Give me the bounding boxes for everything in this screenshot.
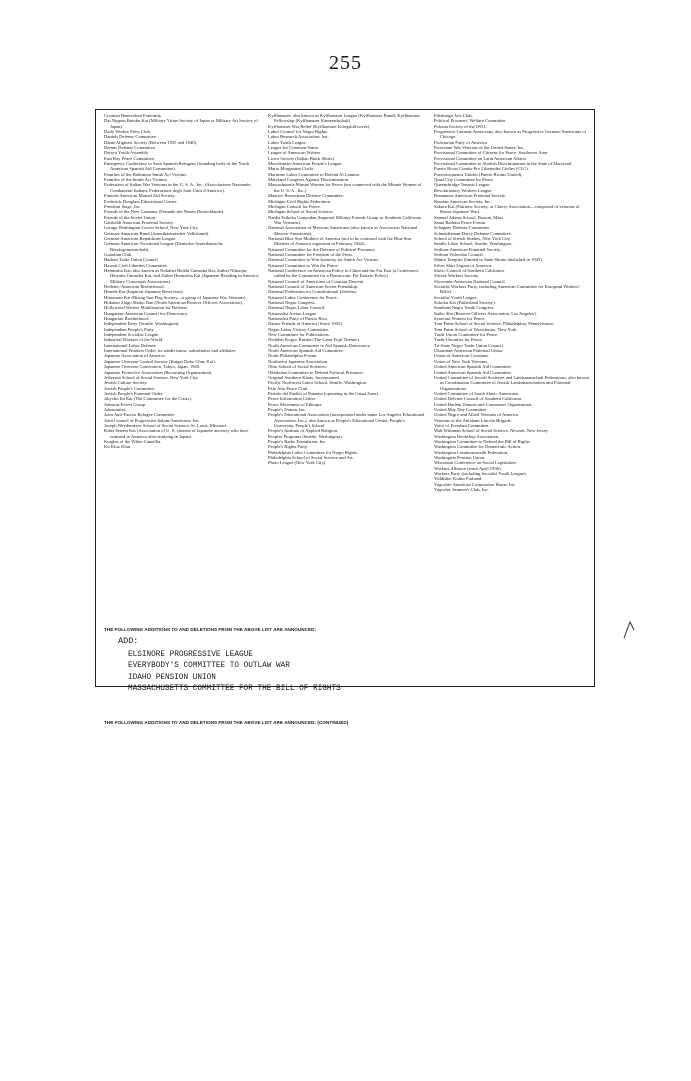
organization-entry: Peace Information Center. xyxy=(268,396,317,402)
organization-entry: Washington Pension Union. xyxy=(434,455,486,460)
organization-entry: Jewish Culture Society. xyxy=(104,380,148,386)
organization-entry: People's Institute of Applied Religion. xyxy=(268,428,339,434)
organization-entry: National Association of Mexican Americans (also known as Asociacion Nacional Mexico-Americana). xyxy=(268,225,418,236)
organization-entry: Proletarian Party of America. xyxy=(434,139,488,145)
organization-entry: National Federation for Constitutional Liberties. xyxy=(268,289,357,295)
organization-entry: Michigan Civil Rights Federation. xyxy=(268,198,332,204)
organization-entry: Oklahoma Committee to Defend Political Prisoners. xyxy=(268,369,364,375)
organization-entry: Massachusetts Minute Women for Peace (not connected with the Minute Women of the U. S. A., Inc.) xyxy=(268,182,422,193)
organization-entry: Families of the Smith Act Victims. xyxy=(104,177,168,183)
organization-entry: Negro Labor Victory Committee. xyxy=(268,326,330,332)
organization-entry: Yugoslav Seamen's Club, Inc. xyxy=(434,487,489,493)
organization-entry: Industrial Workers of the World. xyxy=(104,337,164,343)
organization-entry: Puertorriquenos Unidos (Puerto Ricans United). xyxy=(434,171,523,177)
organization-entry: Nichibei Kogyo Kaisha (The Great Fujii Theatre). xyxy=(268,337,361,343)
organization-entry: German-American Bund (Amerikadeutscher Volksbund). xyxy=(104,230,210,236)
organization-entry: Kibei Seinen Kai (Association of U. S. citizens of Japanese ancestry who have returned to America after studying in Japan). xyxy=(104,428,249,439)
organization-entry: Syracuse Women for Peace. xyxy=(434,316,486,322)
organization-entry: Guardian Club. xyxy=(104,251,133,257)
organization-entry: Croatian Benevolent Fraternity. xyxy=(104,113,163,118)
organization-entry: Macedonian-American People's League. xyxy=(268,161,343,167)
organization-entry: Schneiderman-Darcy Defense Committee. xyxy=(434,230,512,236)
organization-entry: Santa Barbara Peace Forum. xyxy=(434,219,487,225)
organization-entry: East Bay Peace Committee. xyxy=(104,155,156,161)
adds-item: MASSACHUSETTS COMMITTEE FOR THE BILL OF RIGHTS xyxy=(128,683,341,694)
organization-entry: Yugoslav-American Cooperative Home, Inc. xyxy=(434,481,517,487)
organization-entry: Dennis Defense Committee. xyxy=(104,145,156,151)
organization-entry: Ku Klux Klan. xyxy=(104,444,132,450)
organization-entry: Puerto Rican Comite Pro Libertades Civiles (CLC). xyxy=(434,166,530,172)
organization-entry: Hellenic-American Brotherhood. xyxy=(104,284,165,289)
organization-entry: Friends of the New Germany (Freunde des Neuen Deutschlands). xyxy=(104,209,225,215)
organization-entry: Japanese Association of America. xyxy=(104,353,166,359)
organization-entry: National Conference on American Policy in China and the Far East (a Conference called by the Committee for a Democratic Far Eastern Policy). xyxy=(268,267,419,279)
organization-entry: Revolutionary Workers League. xyxy=(434,187,493,193)
organization-entry: Joint Anti-Fascist Refugee Committee. xyxy=(104,412,176,418)
organization-entry: Peoples Programs (Seattle, Washington). xyxy=(268,433,343,439)
organization-entry: Hungarian Brotherhood. xyxy=(104,316,149,322)
organization-entry: Lictor Society (Italian Black Shirts). xyxy=(268,155,335,161)
organization-entry: League for Common Sense. xyxy=(268,145,320,151)
organization-entry: Maritime Labor Committee to Defend Al Lannon. xyxy=(268,171,360,177)
organization-entry: Pittsburgh Arts Club. xyxy=(434,113,473,118)
organization-entry: Washington Committee to Defend the Bill of Rights. xyxy=(434,438,531,444)
adds-label: ADD: xyxy=(118,636,139,646)
organization-entry: Sokoku Kai (Fatherland Society). xyxy=(434,300,496,306)
organization-entry: Nationalist Party of Puerto Rico. xyxy=(268,316,329,322)
organization-entry: People's Drama, Inc. xyxy=(268,406,307,412)
organization-entry: League of American Writers. xyxy=(268,150,322,156)
organization-entry: International Labor Defense. xyxy=(104,342,157,348)
organization-entry: Suiko Sha (Reserve Officers Association, Los Angeles). xyxy=(434,310,537,316)
organization-entry: Maurice Braverman Defense Committee. xyxy=(268,193,344,199)
organization-entry: Provisional Committee on Latin American Affairs. xyxy=(434,155,528,161)
organization-entry: Veterans of the Abraham Lincoln Brigade. xyxy=(434,417,512,423)
organization-entry: Emergency Conference to Save Spanish Refugees (founding body of the North American Spanish Aid Committee). xyxy=(104,161,250,172)
organization-entry: Johnsonites. xyxy=(104,406,127,412)
page-number: 255 xyxy=(329,52,362,74)
organization-entry: Original Southern Klans, Incorporated. xyxy=(268,374,340,380)
organization-entry: Slavic Council of Southern California. xyxy=(434,267,505,273)
organization-entry: Nature Friends of America (Since 1935). xyxy=(268,321,344,327)
pen-mark xyxy=(622,618,640,640)
organization-entry: United Defense Council of Southern California. xyxy=(434,396,523,402)
organization-entry: Japanese Overseas Convention, Tokyo, Japan, 1940. xyxy=(104,364,201,370)
organization-entry: Provisional Committee of Citizens for Peace, Southwest Area. xyxy=(434,150,549,156)
organization-entry: Union of New York Veterans. xyxy=(434,358,489,364)
organization-entry: Quad City Committee for Peace. xyxy=(434,177,495,183)
organization-entry: Hinode Kai (Imperial Japanese Reservists). xyxy=(104,289,184,295)
organization-entry: Hokubei Zaigo Shoko Dan (North American Reserve Officers Association). xyxy=(104,300,244,306)
organization-entry: Hawaii Civil Liberties Committee. xyxy=(104,262,168,268)
organization-entry: Hinomaru Kai (Rising Sun Flag Society—a group of Japanese War Veterans). xyxy=(104,294,247,300)
organization-entry: Washington Commonwealth Federation. xyxy=(434,449,509,455)
organization-entry: Friends of the Soviet Union. xyxy=(104,214,157,220)
organization-entry: Yiddisher Kultur Farband. xyxy=(434,476,483,482)
organization-entry: Families of the Baltimore Smith Act Victims. xyxy=(104,171,188,177)
adds-list xyxy=(128,649,341,695)
continued-header: THE FOLLOWING ADDITIONS TO AND DELETIONS FROM THE ABOVE LIST ARE ANNOUNCED: (CONTINUED) xyxy=(104,720,349,725)
organization-entry: Socialist Youth League. xyxy=(434,294,478,300)
organization-entry: Northwest Japanese Association. xyxy=(268,358,329,364)
organization-entry: North American Spanish Aid Committee. xyxy=(268,348,344,354)
organization-entry: Kyffhaeuser, also known as Kyffhaeuser League (Kyffhaeuser Bund), Kyffhaeuser Fellowship (Kyffhaeuser Kameradschaft). xyxy=(268,113,421,124)
organization-entry: United American Spanish Aid Committee. xyxy=(434,369,512,375)
organization-entry: National Committee for the Defense of Political Prisoners. xyxy=(268,246,376,252)
organization-entry: Freedom Stage, Inc. xyxy=(104,203,141,209)
organization-entry: Frederick Douglass Educational Center. xyxy=(104,198,178,204)
organization-entry: Philadelphia School of Social Science and Art. xyxy=(268,455,354,460)
organization-entry: National Council of Americans of Croatian Descent. xyxy=(268,278,365,284)
organization-entry: Workers Party (including Socialist Youth League). xyxy=(434,471,527,477)
organization-entry: Independent People's Party. xyxy=(104,326,155,332)
organization-entry: Japanese Overseas Central Society (Kaigai Dobo Chuo Kai). xyxy=(104,358,216,364)
organization-entry: Nanka Teikoku Gunyudan (Imperial Military Friends Group or Southern California War Veterans). xyxy=(268,214,422,225)
organization-entry: Wisconsin Conference on Social Legislation. xyxy=(434,460,517,466)
organization-entry: Hungarian-American Council for Democracy. xyxy=(104,310,189,316)
organization-entry: Walt Whitman School of Social Science, Newark, New Jersey. xyxy=(434,428,549,434)
organization-entry: New Committee for Publications. xyxy=(268,332,330,338)
organization-entry: National Committee to Win the Peace. xyxy=(268,262,339,268)
organization-entry: Silver Shirt Legion of America. xyxy=(434,262,493,268)
organization-entry: United Negro and Allied Veterans of America. xyxy=(434,412,520,418)
organization-entry: Daniels Defense Committee. xyxy=(104,134,157,140)
organization-entry: Russian American Society, Inc. xyxy=(434,198,492,204)
column-1 xyxy=(104,113,261,450)
organization-entry: Kyffhaeuser War Relief (Kyffhaeuser Kriegshilfswerk). xyxy=(268,123,371,129)
organization-entry: Trade Union Committee for Peace. xyxy=(434,332,499,338)
organization-entry: Michigan School of Social Science. xyxy=(268,209,334,215)
organization-entry: Voice of Freedom Committee. xyxy=(434,422,490,428)
organization-entry: Tom Paine School of Westchester, New York. xyxy=(434,326,518,332)
organization-entry: Jewish People's Fraternal Order. xyxy=(104,390,164,396)
organization-entry: Romanian-American Fraternal Society. xyxy=(434,193,507,199)
organization-entry: Knights of the White Camellia. xyxy=(104,438,162,444)
organization-entry: Federation of Italian War Veterans in the U. S. A., Inc. (Associazione Nazionale Combattenti Italiani, Federazione degli Stati Uniti d'America). xyxy=(104,182,251,193)
organization-entry: People's Rights Party. xyxy=(268,444,308,450)
organization-entry: Progressive German-Americans, also known as Progressive German-Americans of Chicago. xyxy=(434,129,587,140)
organization-entry: German-American Vocational League (Deutsche-Amerikanische Berufsgemeinschaft). xyxy=(104,241,223,252)
organization-entry: Independent Socialist League. xyxy=(104,332,160,338)
organization-entry: National Negro Congress. xyxy=(268,300,316,306)
organization-entry: Labor Youth League. xyxy=(268,139,307,145)
organization-entry: Serbian Vidovdan Council. xyxy=(434,251,484,257)
organization-entry: People's Radio Foundation, Inc. xyxy=(268,438,327,444)
column-2 xyxy=(268,113,426,466)
adds-item: EVERYBODY'S COMMITTEE TO OUTLAW WAR xyxy=(128,660,290,671)
organization-entry: Sakura Kai (Patriotic Society, or Cherry Association—composed of veterans of Russo-Japanese War). xyxy=(434,203,580,215)
organization-entry: Jefferson School of Social Science, New York City. xyxy=(104,374,199,380)
organization-entry: National Blue Star Mothers of America (not to be confused with the Blue Star Mothers of America organized in February 1942). xyxy=(268,235,412,247)
organization-entry: Seattle Labor School, Seattle, Washington. xyxy=(434,241,513,247)
organization-entry: Protestant War Veterans of the United States, Inc. xyxy=(434,145,525,151)
organization-entry: Queensbridge Tenants League. xyxy=(434,182,491,188)
organization-entry: Ohio School of Social Sciences. xyxy=(268,364,328,370)
organization-entry: George Washington Carver School, New York City. xyxy=(104,225,199,231)
organization-entry: Johnson-Forest Group. xyxy=(104,401,147,407)
organization-entry: Nationalist Action League. xyxy=(268,310,318,316)
organization-entry: Palo Alto Peace Club. xyxy=(268,385,309,391)
organization-entry: Washington Bookshop Association. xyxy=(434,433,500,439)
organization-entry: International Workers Order, its subdivisions, subsidiaries and affiliates. xyxy=(104,348,237,354)
adds-item: IDAHO PENSION UNION xyxy=(128,671,216,682)
organization-entry: Jikyoku Iin Kai (The Committee for the Crisis). xyxy=(104,396,192,402)
organization-columns xyxy=(104,113,592,623)
organization-entry: National Committee to Win Amnesty for Smith Act Victims. xyxy=(268,257,380,263)
organization-entry: Shinto Temples (limited to State Shinto abolished in 1945). xyxy=(434,257,543,263)
organization-entry: Dante Alighieri Society (Between 1935 and 1940). xyxy=(104,139,198,145)
organization-entry: Dai Nippon Butoku Kai (Military Virtue Society of Japan or Military Art Society of Japan). xyxy=(104,118,258,129)
organization-entry: United Committee of South Slavic Americans. xyxy=(434,390,520,396)
organization-entry: Hollywood Writers Mobilization for Defense. xyxy=(104,305,189,311)
organization-entry: Maryland Congress Against Discrimination. xyxy=(268,177,350,183)
organization-entry: Daily Worker Press Club. xyxy=(104,129,152,135)
organization-entry: Ukrainian-American Fraternal Union. xyxy=(434,348,504,354)
organization-entry: Labor Council for Negro Rights. xyxy=(268,129,329,135)
organization-entry: Washington Committee for Democratic Action. xyxy=(434,444,522,450)
organization-entry: Partido del Pueblo of Panama (operating in the Canal Zone). xyxy=(268,390,380,396)
organization-entry: Tri-State Negro Trade Union Council. xyxy=(434,342,504,348)
organization-entry: Labor Research Association, Inc. xyxy=(268,134,329,140)
organization-entry: Joseph Weydemeyer School of Social Science, St. Louis, Missouri. xyxy=(104,422,228,428)
organization-entry: German-American Republican League. xyxy=(104,235,177,241)
organization-entry: Independent Party (Seattle, Washington). xyxy=(104,321,180,327)
organization-entry: Detroit Youth Assembly. xyxy=(104,150,150,156)
organization-entry: Serbian-American Fraternal Society. xyxy=(434,246,502,252)
organization-entry: Finnish-American Mutual Aid Society. xyxy=(104,193,176,199)
organization-entry: Schappes Defense Committee. xyxy=(434,225,491,231)
organization-entry: National Council of American Soviet Friendship. xyxy=(268,284,359,289)
organization-entry: Photo League (New York City). xyxy=(268,460,327,466)
organization-entry: United Committee of Jewish Societies and Landsmanschaft Federations, also known as Coordination Committee of Jewish Landsmanschaften and Fraternal Organizations. xyxy=(434,374,590,391)
organization-entry: United Harlem Tenants and Consumers Organization. xyxy=(434,401,533,407)
organization-entry: Heimushu Kai, also known as Nokubei Heieki Gimusha Kai, Zaibei Nihonjin, Heiyaku Gimusha Kai, and Zaibei Heimusha Kai (Japanese Residing in America Military Conscripts Association). xyxy=(104,267,259,284)
organization-entry: National Committee for Freedom of the Press. xyxy=(268,251,354,257)
organization-entry: National Negro Labor Council. xyxy=(268,305,326,311)
organization-entry: North Philadelphia Forum. xyxy=(268,353,318,359)
organization-entry: People's Educational Association (incorporated under name Los Angeles Educational Association, Inc.), also known as People's Educational Center, People's University, People's School. xyxy=(268,412,425,428)
organization-entry: Garibaldi American Fraternal Society. xyxy=(104,219,174,225)
organization-entry: Southern Negro Youth Congress. xyxy=(434,305,495,311)
organization-entry: Joint Council of Progressive Italian-Americans, Inc. xyxy=(104,417,200,423)
organization-entry: Samuel Adams School, Boston, Mass. xyxy=(434,214,505,220)
organization-entry: Pacific Northwest Labor School, Seattle, Washington. xyxy=(268,380,368,386)
organization-entry: United May Day Committee. xyxy=(434,406,488,412)
organization-entry: Mario Morgantini Circle. xyxy=(268,166,315,172)
organization-entry: Slovak Workers Society. xyxy=(434,273,480,279)
organization-entry: Philadelphia Labor Committee for Negro Rights. xyxy=(268,449,359,455)
organization-entry: Polonia Society of the IWO. xyxy=(434,123,487,129)
organization-entry: Peace Movement of Ethiopia. xyxy=(268,401,323,407)
announcement-header: THE FOLLOWING ADDITIONS TO AND DELETIONS FROM THE ABOVE LIST ARE ANNOUNCED: xyxy=(104,627,317,632)
organization-entry: Workers Alliance (since April 1936). xyxy=(434,465,502,471)
organization-entry: Provisional Committee to Abolish Discrimination in the State of Maryland. xyxy=(434,161,573,167)
organization-entry: Trade Unionists for Peace. xyxy=(434,337,483,343)
organization-entry: North American Committee to Aid Spanish Democracy. xyxy=(268,342,371,348)
organization-entry: Harlem Trade Union Council. xyxy=(104,257,159,263)
organization-entry: Union of American Croatians. xyxy=(434,353,490,359)
organization-entry: School of Jewish Studies, New York City. xyxy=(434,235,511,241)
organization-entry: National Labor Conference for Peace. xyxy=(268,294,338,300)
organization-entry: Slovenian-American National Council. xyxy=(434,278,506,284)
organization-entry: Jewish People's Committee. xyxy=(104,385,156,391)
organization-entry: Socialist Workers Party, including American Committee for European Workers' Relief. xyxy=(434,284,580,295)
organization-entry: Michigan Council for Peace. xyxy=(268,203,321,209)
adds-item: ELSINORE PROGRESSIVE LEAGUE xyxy=(128,649,253,659)
column-3 xyxy=(434,113,592,492)
organization-entry: Tom Paine School of Social Science, Philadelphia, Pennsylvania. xyxy=(434,321,554,327)
organization-entry: Political Prisoners' Welfare Committee. xyxy=(434,118,507,124)
organization-entry: Japanese Protective Association (Recruiting Organization). xyxy=(104,369,213,375)
organization-entry: United American Spanish Aid Committee. xyxy=(434,364,512,370)
